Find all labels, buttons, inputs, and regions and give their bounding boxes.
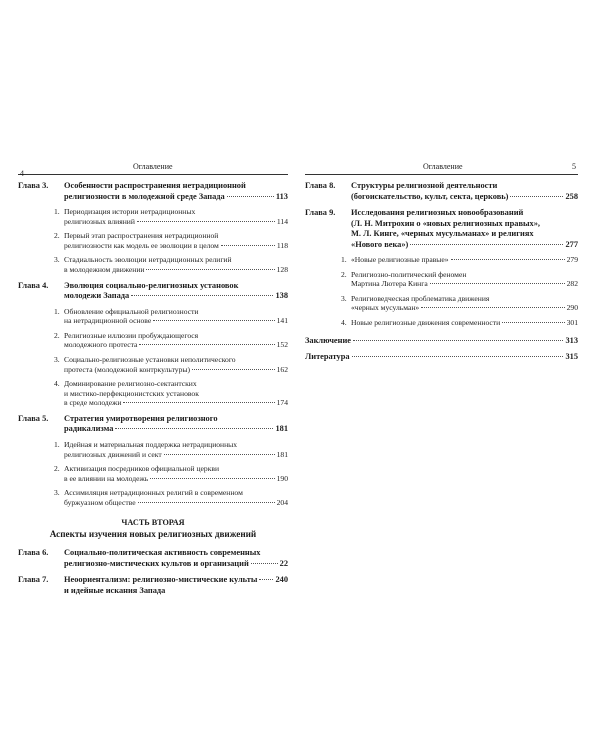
entry-text: в ее влиянии на молодежь	[64, 473, 149, 483]
section-list	[54, 439, 288, 508]
toc-section	[54, 231, 288, 250]
section-line: Идейная и материальная поддержка нетрадиционных	[64, 439, 238, 449]
entry-text: Новые религиозные движения современности	[351, 317, 501, 327]
section-number: 3.	[54, 354, 60, 364]
page-ref: 279	[566, 255, 578, 264]
page-ref: 113	[275, 191, 288, 201]
toc-section	[54, 330, 288, 350]
section-list	[54, 306, 288, 408]
section-number: 4.	[341, 317, 347, 327]
toc-chapter	[18, 575, 288, 596]
section-number: 2.	[341, 269, 347, 279]
toc-section	[54, 488, 288, 507]
entry-text: в молодежном движении	[64, 264, 145, 274]
chapter-title-line: Особенности распространения нетрадиционной	[64, 181, 246, 190]
toc-chapter	[18, 414, 288, 508]
dot-leader	[221, 245, 275, 246]
dot-leader	[139, 344, 274, 345]
chapter-label: Глава 8.	[305, 181, 336, 190]
toc-chapter	[18, 548, 288, 569]
entry-text: религиозности как модель ее эволюции в целом	[64, 240, 219, 250]
chapter-title	[351, 208, 578, 250]
chapter-label: Глава 3.	[18, 181, 49, 190]
dot-leader	[137, 221, 275, 222]
page-ref: 162	[276, 364, 288, 374]
page-ref: 282	[566, 279, 578, 289]
chapter-title-line: М. Л. Кинге, «черных мусульманах» и религиях	[351, 229, 534, 238]
chapter-label: Глава 5.	[18, 413, 49, 423]
chapter-title	[351, 181, 578, 202]
toc-chapters	[18, 181, 288, 507]
chapter-title-line: и идейные искания Запада	[64, 585, 166, 595]
chapter-title-line: Стратегия умиротворения религиозного	[64, 413, 218, 423]
toc-tail	[305, 336, 578, 363]
chapter-title-last-line	[64, 192, 288, 203]
dot-leader	[123, 402, 274, 403]
page-ref: 128	[276, 264, 288, 274]
section-last-line	[64, 474, 288, 484]
entry-text: религиозных движений и сект	[64, 449, 162, 459]
part-label: ЧАСТЬ ВТОРАЯ	[121, 518, 185, 528]
chapter-label: Глава 6.	[18, 548, 49, 558]
entry-text: религиозно-мистических культов и организаций	[64, 558, 249, 568]
dot-leader	[153, 320, 274, 321]
running-head-title: Оглавление	[133, 162, 173, 171]
entry-text: Заключение	[305, 335, 352, 345]
entry-text: религиозных влияний	[64, 216, 135, 226]
section-line: Социально-религиозные установки неполитического	[64, 354, 236, 364]
page-ref: 22	[279, 558, 288, 568]
toc-section	[54, 464, 288, 483]
toc-section	[54, 354, 288, 374]
chapter-title	[64, 414, 288, 435]
toc-chapters	[305, 181, 578, 328]
chapter-title-line: (Л. Н. Митрохин о «новых религиозных правых»,	[351, 218, 540, 228]
page-ref: 181	[276, 449, 288, 459]
dot-leader	[192, 369, 275, 370]
toc-chapter	[18, 181, 288, 275]
dot-leader	[430, 283, 565, 284]
page-ref: 118	[276, 240, 288, 250]
running-head	[18, 162, 288, 178]
section-last-line	[64, 498, 288, 508]
part-heading	[18, 517, 288, 540]
chapter-title	[64, 281, 288, 302]
chapter-title	[64, 548, 288, 569]
dot-leader	[138, 502, 275, 503]
toc-chapter	[305, 181, 578, 202]
section-line: Религиозные иллюзии пробуждающегося	[64, 330, 199, 340]
toc-section	[54, 379, 288, 408]
dot-leader	[352, 356, 564, 357]
chapter-label: Глава 7.	[18, 575, 49, 585]
simple-entry-line	[305, 352, 578, 363]
entry-text: в среде молодежи	[64, 398, 122, 408]
chapter-title-line: Структуры религиозной деятельности	[351, 181, 498, 190]
section-line: Религиозно-политический феномен	[351, 269, 467, 279]
entry-text: молодежи Запада	[64, 291, 130, 301]
entry-text: религиозности в молодежной среде Запада	[64, 191, 225, 201]
dot-leader	[115, 428, 273, 429]
chapter-title-last-line	[64, 559, 288, 570]
dot-leader	[410, 244, 563, 245]
page-ref: 315	[565, 352, 578, 362]
section-number: 1.	[54, 306, 60, 316]
page-ref: 181	[275, 424, 288, 434]
dot-leader	[251, 563, 278, 564]
entry-text: Неоориентализм: религиозно-мистические культы	[64, 575, 258, 585]
section-number: 3.	[54, 255, 60, 265]
dot-leader	[502, 322, 564, 323]
dot-leader	[146, 269, 274, 270]
simple-entry-line	[305, 336, 578, 347]
page-ref: 258	[565, 191, 578, 201]
section-number: 1.	[54, 439, 60, 449]
page-number: 5	[572, 162, 576, 171]
section-number: 3.	[341, 293, 347, 303]
section-number: 1.	[54, 207, 60, 216]
page-ref: 277	[565, 239, 578, 249]
dot-leader	[421, 307, 564, 308]
toc-section	[54, 439, 288, 459]
toc-chapter	[305, 208, 578, 328]
section-list	[341, 255, 578, 328]
section-last-line	[64, 217, 288, 227]
section-last-line	[64, 450, 288, 460]
section-last-line	[351, 255, 578, 265]
entry-text: протеста (молодежной контркультуры)	[64, 364, 191, 374]
dot-leader	[510, 196, 563, 197]
page-ref: 141	[276, 316, 288, 326]
section-last-line	[351, 279, 578, 289]
right-page	[305, 162, 578, 369]
section-last-line	[64, 241, 288, 251]
toc-section	[54, 306, 288, 326]
section-last-line	[64, 265, 288, 275]
section-last-line	[64, 365, 288, 375]
chapter-title	[64, 575, 288, 596]
section-number: 3.	[54, 488, 60, 498]
chapter-title-last-line	[351, 192, 578, 203]
section-number: 1.	[341, 255, 347, 264]
toc-simple-entry	[305, 352, 578, 363]
section-line: Стадиальность эволюции нетрадиционных религий	[64, 255, 232, 265]
left-page	[18, 162, 288, 602]
entry-text: молодежного протеста	[64, 340, 138, 350]
dot-leader	[227, 196, 274, 197]
chapter-title-line: Эволюция социально-религиозных установок	[64, 280, 239, 290]
page-ref: 174	[276, 398, 288, 408]
chapter-title-last-line	[64, 575, 288, 586]
section-last-line	[351, 303, 578, 313]
section-line: Первый этап распространения нетрадиционной	[64, 231, 219, 241]
page-number: 4	[20, 169, 24, 178]
chapter-title-line: Исследования религиозных новообразований	[351, 208, 524, 217]
chapter-title	[64, 181, 288, 202]
page-ref: 301	[566, 317, 578, 327]
part-title: Аспекты изучения новых религиозных движений	[49, 529, 257, 540]
section-number: 2.	[54, 464, 60, 474]
section-line: Обновление официальной религиозности	[64, 306, 199, 316]
section-list	[54, 207, 288, 275]
entry-text: буржуазном обществе	[64, 497, 136, 507]
dot-leader	[451, 259, 565, 260]
section-line: и мистико-перфекционистских установок	[64, 388, 199, 398]
entry-text: «черных мусульман»	[351, 303, 420, 313]
section-line: Доминирование религиозно-сектантских	[64, 379, 197, 389]
toc-part-chapters	[18, 548, 288, 596]
entry-text: Литература	[305, 352, 350, 362]
page-ref: 190	[276, 473, 288, 483]
page-ref: 240	[275, 575, 288, 585]
entry-text: радикализма	[64, 424, 114, 434]
page-ref: 313	[565, 335, 578, 345]
entry-text: «Нового века»)	[351, 239, 409, 249]
page-ref: 290	[566, 303, 578, 313]
chapter-title-line: Социально-политическая активность современных	[64, 548, 261, 558]
section-last-line	[64, 340, 288, 350]
toc-section	[341, 269, 578, 289]
dot-leader	[150, 478, 274, 479]
entry-text: Мартина Лютера Кинга	[351, 279, 428, 289]
dot-leader	[353, 340, 563, 341]
toc-section	[54, 255, 288, 274]
section-last-line	[64, 316, 288, 326]
page-ref: 114	[276, 216, 288, 226]
chapter-label: Глава 9.	[305, 208, 336, 217]
chapter-title-last-line	[64, 424, 288, 435]
entry-text: на нетрадиционной основе	[64, 316, 152, 326]
toc-section	[54, 207, 288, 226]
toc-simple-entry	[305, 336, 578, 347]
toc-section	[341, 255, 578, 265]
chapter-title-last-line	[351, 240, 578, 251]
section-line: Периодизация истории нетрадиционных	[64, 207, 196, 216]
running-head-title: Оглавление	[423, 162, 463, 171]
section-number: 4.	[54, 379, 60, 389]
dot-leader	[259, 579, 273, 580]
section-number: 2.	[54, 231, 60, 241]
entry-text: «Новые религиозные правые»	[351, 255, 449, 264]
section-line: Религиоведческая проблематика движения	[351, 293, 490, 303]
toc-chapter	[18, 281, 288, 408]
chapter-label: Глава 4.	[18, 280, 49, 290]
page-ref: 204	[276, 497, 288, 507]
entry-text: (богоискательство, культ, секта, церковь)	[351, 191, 509, 201]
toc-section	[341, 293, 578, 313]
section-line: Активизация посредников официальной церкви	[64, 464, 220, 474]
toc-section	[341, 317, 578, 328]
section-line: Ассимиляция нетрадиционных религий в современном	[64, 488, 243, 498]
page-ref: 152	[276, 340, 288, 350]
running-head	[305, 162, 578, 175]
dot-leader	[164, 454, 275, 455]
section-last-line	[351, 318, 578, 328]
dot-leader	[131, 295, 273, 296]
section-last-line	[64, 398, 288, 408]
chapter-title-last-line	[64, 291, 288, 302]
page-ref: 138	[275, 291, 288, 301]
section-number: 2.	[54, 330, 60, 340]
